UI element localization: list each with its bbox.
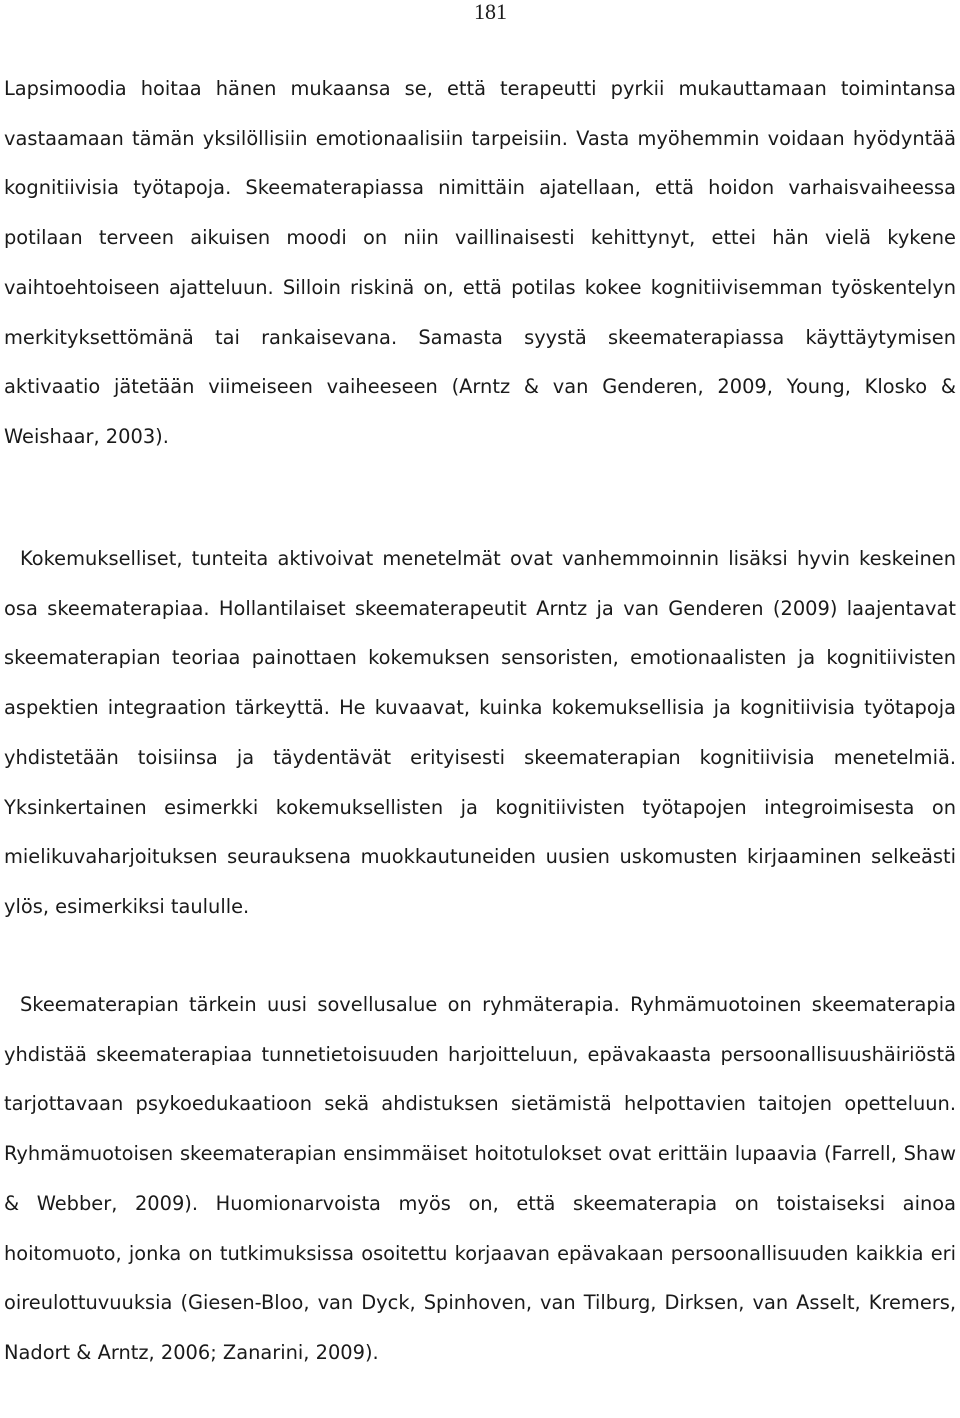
paragraph-1: Lapsimoodia hoitaa hänen mukaansa se, että terapeutti pyrkii mukauttamaan toimintansa vastaamaan tämän yksilöllisiin emotionaalisiin tarpeisiin. Vasta myöhemmin voidaan hyödyntää kognitiivisia työtapoja. Skeematerapiassa nimittäin ajatellaan, että hoidon varhaisvaiheessa potilaan terveen aikuisen moodi on niin vaillinaisesti kehittynyt, ettei hän vielä kykene vaihtoehtoiseen ajatteluun. Silloin riskinä on, että potilas kokee kognitiivisemman työskentelyn merkityksettömänä tai rankaisevana. Samasta syystä skeematerapiassa käyttäytymisen aktivaatio jätetään viimeiseen vaiheeseen (Arntz & van Genderen, 2009, Young, Klosko & Weishaar, 2003). [4, 77, 956, 448]
page-number: 181 [474, 0, 507, 24]
paragraph-2: Kokemukselliset, tunteita aktivoivat menetelmät ovat vanhemmoinnin lisäksi hyvin keskeinen osa skeematerapiaa. Hollantilaiset skeematerapeutit Arntz ja van Genderen (2009) laajentavat skeematerapian teoriaa painottaen kokemuksen sensoristen, emotionaalisten ja kognitiivisten aspektien integraation tärkeyttä. He kuvaavat, kuinka kokemuksellisia ja kognitiivisia työtapoja yhdistetään toisiinsa ja täydentävät erityisesti skeematerapian kognitiivisia menetelmiä. Yksinkertainen esimerkki kokemuksellisten ja kognitiivisten työtapojen integroimisesta on mielikuvaharjoituksen seurauksena muokkautuneiden uusien uskomusten kirjaaminen selkeästi ylös, esimerkiksi taululle. [4, 547, 956, 918]
paragraph-3: Skeematerapian tärkein uusi sovellusalue on ryhmäterapia. Ryhmämuotoinen skeematerapia yhdistää skeematerapiaa tunnetietoisuuden harjoitteluun, epävakaasta persoonallisuushäiriöstä tarjottavaan psykoedukaatioon sekä ahdistuksen sietämistä helpottavien taitojen opetteluun. Ryhmämuotoisen skeematerapian ensimmäiset hoitotulokset ovat erittäin lupaavia (Farrell, Shaw & Webber, 2009). Huomionarvoista myös on, että skeematerapia on toistaiseksi ainoa hoitomuoto, jonka on tutkimuksissa osoitettu korjaavan epävakaan persoonallisuuden kaikkia eri oireulottuvuuksia (Giesen-Bloo, van Dyck, Spinhoven, van Tilburg, Dirksen, van Asselt, Kremers, Nadort & Arntz, 2006; Zanarini, 2009). [4, 993, 956, 1364]
